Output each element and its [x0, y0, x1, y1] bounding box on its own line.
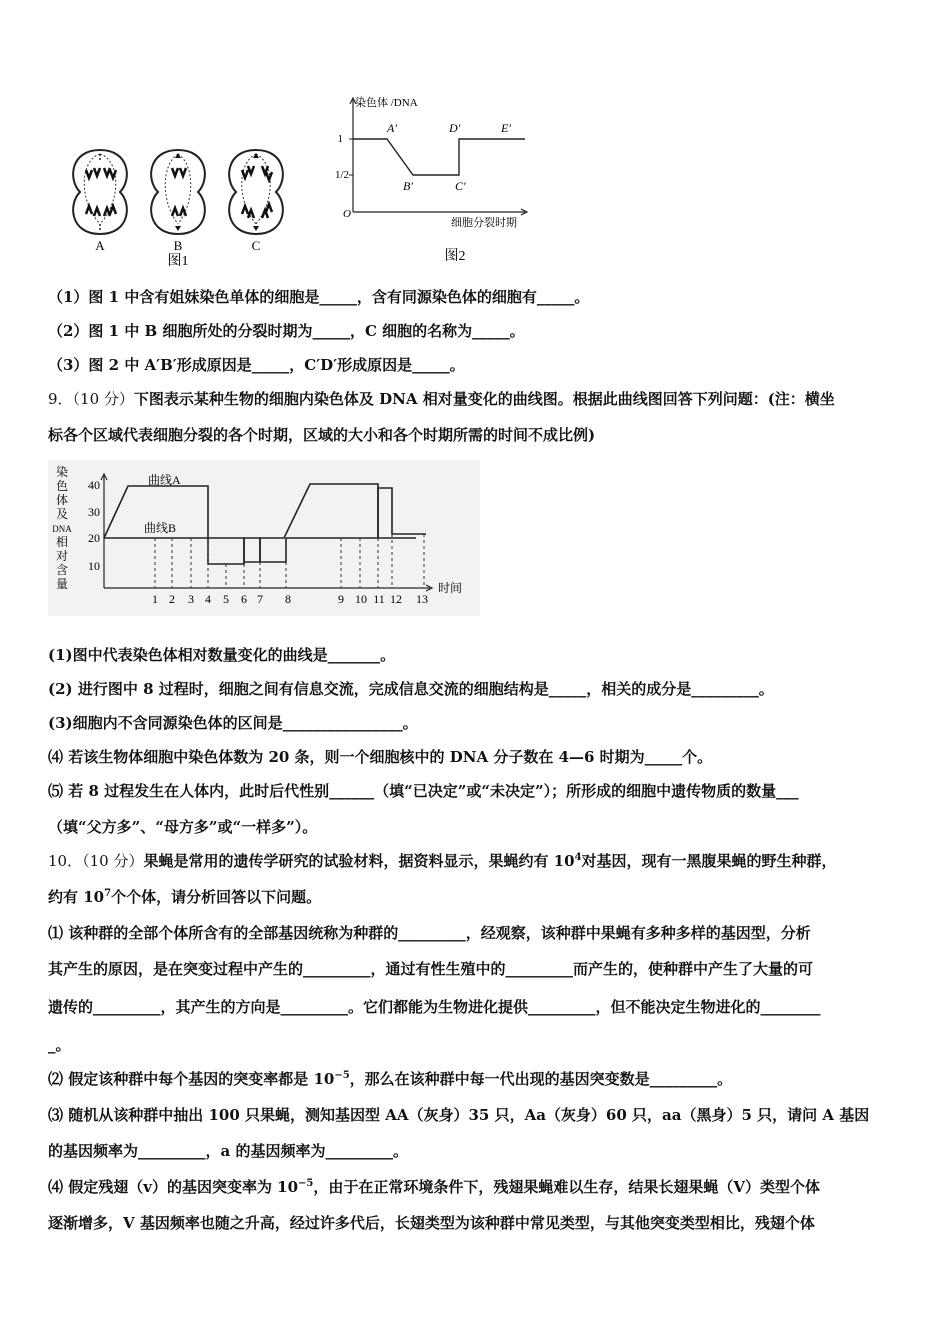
- point-d: D′: [449, 121, 461, 135]
- cell-a-label: A: [95, 238, 105, 253]
- xtick-8: 8: [285, 592, 291, 606]
- figure-1: [60, 140, 300, 270]
- q10-part2-exp: −5: [334, 1070, 350, 1081]
- graph-dividers: [155, 534, 424, 588]
- svg-text:DNA: DNA: [52, 524, 72, 534]
- cell-b-label: B: [173, 238, 183, 253]
- cell-c: [229, 150, 283, 253]
- xtick-5: 5: [223, 592, 229, 606]
- curve-b-label: 曲线B: [144, 521, 177, 535]
- q10-stem-line2: [48, 886, 321, 907]
- xtick-10: 10: [355, 592, 367, 606]
- figure-2-xlabel: 细胞分裂时期: [451, 217, 517, 229]
- xtick-11: 11: [373, 592, 385, 606]
- svg-text:色: 色: [55, 479, 69, 493]
- q10-part4a-pre: ⑷ 假定残翅（v）的基因突变率为 10: [48, 1178, 299, 1196]
- xtick-12: 12: [390, 592, 402, 606]
- xtick-4: 4: [205, 592, 211, 606]
- ytick-20: 20: [88, 531, 100, 545]
- xtick-6: 6: [241, 592, 247, 606]
- q8-part2: （2）图 1 中 B 细胞所处的分裂时期为_____，C 细胞的名称为_____。: [48, 322, 525, 340]
- q10-part2: [48, 1068, 732, 1089]
- q10-number: 10．（10 分）: [48, 852, 144, 870]
- q9-stem-line1: [48, 388, 835, 409]
- q8-part3: （3）图 2 中 A′B′形成原因是_____，C′D′形成原因是_____。: [48, 356, 465, 374]
- q8-part1: （1）图 1 中含有姐妹染色单体的细胞是_____，含有同源染色体的细胞有_____。: [48, 288, 590, 306]
- point-e: E′: [501, 121, 511, 135]
- q9-part1: (1)图中代表染色体相对数量变化的曲线是_______。: [48, 646, 396, 664]
- q10-part1-line4: _。: [48, 1036, 71, 1054]
- q10-stem1-exp: 4: [574, 852, 582, 863]
- figure-2-ylabel: 染色体 /DNA: [355, 97, 418, 109]
- graph-ylabel: [52, 464, 72, 591]
- point-a: A′: [387, 121, 397, 135]
- q9-stem1: 下图表示某种生物的细胞内染色体及 DNA 相对量变化的曲线图。根据此曲线图回答下列问题：(注：横坐: [133, 390, 835, 408]
- q10-part3-line1: ⑶ 随机从该种群中抽出 100 只果蝇，测知基因型 AA（灰身）35 只，Aa（灰身）60 只，aa（黑身）5 只，请问 A 基因: [48, 1106, 870, 1124]
- xtick-7: 7: [257, 592, 263, 606]
- q10-part4-line2: 逐渐增多，V 基因频率也随之升高，经过许多代后，长翅类型为该种群中常见类型，与其他突变类型相比，残翅个体: [48, 1214, 815, 1232]
- ytick-40: 40: [88, 478, 100, 492]
- xtick-1: 1: [152, 592, 158, 606]
- figure-2: [325, 90, 535, 270]
- q9-part2: (2) 进行图中 8 过程时，细胞之间有信息交流，完成信息交流的细胞结构是_____，相关的成分是_________。: [48, 680, 774, 698]
- cell-b: [151, 150, 205, 253]
- figure-2-origin: O: [343, 208, 351, 220]
- q10-part4-exp: −5: [298, 1178, 314, 1189]
- xtick-9: 9: [338, 592, 344, 606]
- q10-part4a-post: ，由于在正常环境条件下，残翅果蝇难以生存，结果长翅果蝇（V）类型个体: [313, 1178, 821, 1196]
- graph-xlabel: 时间: [438, 581, 463, 595]
- figure-2-tick-1: 1: [337, 133, 343, 145]
- svg-text:体: 体: [55, 493, 69, 507]
- figure-2-tick-half: 1/2: [334, 169, 349, 181]
- q9-stem2: 标各个区域代表细胞分裂的各个时期，区域的大小和各个时期所需的时间不成比例): [48, 426, 596, 444]
- svg-text:量: 量: [55, 577, 69, 591]
- q10-part2a: ⑵ 假定该种群中每个基因的突变率都是 10: [48, 1070, 335, 1088]
- curve-a-label: 曲线A: [148, 473, 181, 487]
- graph-yticks: [88, 478, 100, 573]
- figure-2-curve: [353, 139, 525, 175]
- q10-part3-line2: 的基因频率为_________，a 的基因频率为_________。: [48, 1142, 408, 1160]
- ytick-10: 10: [88, 559, 100, 573]
- q10-stem2a: 约有 10: [48, 888, 105, 906]
- cell-a: [73, 150, 127, 253]
- graph-curves: [48, 460, 480, 616]
- q10-part1-line1: ⑴ 该种群的全部个体所含有的全部基因统称为种群的_________，经观察，该种群中果蝇有多种多样的基因型，分析: [48, 924, 811, 942]
- xtick-2: 2: [169, 592, 175, 606]
- q9-number: 9．（10 分）: [48, 390, 134, 408]
- figure-1-caption: 图1: [167, 254, 189, 269]
- figure-2-caption: 图2: [444, 249, 466, 264]
- q9-part6: （填“父方多”、“母方多”或“一样多”）。: [48, 818, 318, 836]
- q10-stem2b: 个个体，请分析回答以下问题。: [111, 888, 322, 906]
- q10-stem-line1: [48, 850, 837, 871]
- svg-text:含: 含: [55, 563, 69, 577]
- ytick-30: 30: [88, 505, 100, 519]
- svg-text:相: 相: [55, 535, 69, 549]
- point-b: B′: [403, 179, 413, 193]
- q10-part1-line3: 遗传的_________，其产生的方向是_________。它们都能为生物进化提供_________，但不能决定生物进化的________: [48, 998, 821, 1016]
- point-c: C′: [455, 179, 466, 193]
- svg-text:染: 染: [55, 465, 69, 479]
- q10-part1-line2: 其产生的原因，是在突变过程中产生的_________，通过有性生殖中的_________而产生的，使种群中产生了大量的可: [48, 960, 814, 978]
- cell-c-label: C: [251, 238, 261, 253]
- q9-part3: (3)细胞内不含同源染色体的区间是________________。: [48, 714, 418, 732]
- q10-stem1a: 果蝇是常用的遗传学研究的试验材料，据资料显示，果蝇约有 10: [143, 852, 575, 870]
- q10-stem1b: 对基因，现有一黑腹果蝇的野生种群，: [581, 852, 837, 870]
- svg-text:对: 对: [55, 549, 69, 563]
- xtick-3: 3: [188, 592, 194, 606]
- svg-text:及: 及: [55, 507, 69, 521]
- q10-part4-line1: [48, 1176, 820, 1197]
- q10-part2b: ，那么在该种群中每一代出现的基因突变数是_________。: [349, 1070, 733, 1088]
- q10-stem2-exp: 7: [104, 888, 112, 899]
- graph-xticks: [152, 592, 428, 606]
- q9-part5: ⑸ 若 8 过程发生在人体内，此时后代性别______（填“已决定”或“未决定”）；所形成的细胞中遗传物质的数量___: [48, 782, 799, 800]
- q9-part4: ⑷ 若该生物体细胞中染色体数为 20 条，则一个细胞核中的 DNA 分子数在 4—6 时期为_____个。: [48, 748, 713, 766]
- xtick-13: 13: [416, 592, 428, 606]
